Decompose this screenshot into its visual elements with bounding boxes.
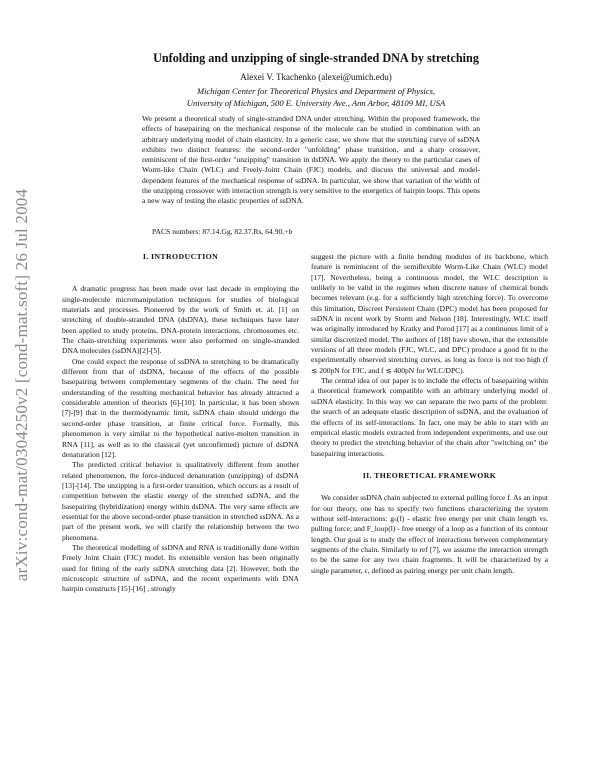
affiliation-line-2: University of Michigan, 500 E. University Ave., Ann Arbor, 48109 MI, USA [186, 98, 446, 108]
paragraph: A dramatic progress has been made over last decade in employing the single-molecule micromanipulation techniques for studies of biological materials and processes. Pioneered by the work of Smith et. al. [1] on stretching of double-stranded DNA (dsDNA), these techniques have later been applied to study proteins, DNA-protein interactions, chromosomes etc. The chain-stretching experiments were also performed on single-stranded DNA molecules (ssDNA)[2]-[5]. [62, 284, 299, 356]
abstract: We present a theoretical study of single-stranded DNA under stretching. Within the proposed framework, the effects of basepairing on the mechanical response of the molecule can be studied in combination with an arbitrary underlying model of chain elasticity. In a generic case, we show that the stretching curve of ssDNA exhibits two distinct features: the second-order "unfolding" phase transition, and a sharp crossover, reminiscent of the first-order "unzipping" transition in dsDNA. We apply the theory to the particular cases of Worm-like Chain (WLC) and Freely-Joint Chain (FJC) models, and discuss the universal and model-dependent features of the mechanical response of ssDNA. In particular, we show that variation of the width of the unzipping crossover with interaction strength is very sensitive to the energetics of hairpin loops. This opens a new way of testing the elastic properties of ssDNA. [142, 114, 480, 206]
paragraph: suggest the picture with a finite bending modulus of its backbone, which feature is reminiscent of the semiflexible Worm-Like Chain (WLC) model [17]. Nevertheless, being a continuous model, the WLC description is unlikely to be valid in the regimes when discrete nature of chemical bonds becomes relevant (e.g. for a sufficiently high stretching force). To overcome this limitation, Discreet Persistent Chain (DPC) model has been proposed for ssDNA in recent work by Storm and Nelson [18]. Interestingly, WLC itself was originally introduced by Kratky and Porod [17] as a continuous limit of a similar discretized model. The authors of [18] have shown, that the extensible versions of all three models (FJC, WLC, and DPC) produce a good fit to the experimentally observed stretching curves, as long as force is not too high (f ≲ 200pN for FJC, and f ≲ 400pN for WLC/DPC). [311, 252, 548, 375]
right-column [311, 252, 548, 576]
arxiv-identifier: arXiv:cond-mat/0304250v2 [cond-mat.soft] 26 Jul 2004 [12, 188, 31, 582]
affiliation-line-1: Michigan Center for Theoretical Physics and Department of Physics, [196, 86, 436, 96]
arxiv-sidebar-stamp [2, 150, 42, 620]
paper-title: Unfolding and unzipping of single-stranded DNA by stretching [153, 51, 479, 65]
paragraph: The theoretical modelling of ssDNA and RNA is traditionally done within Freely Joint Chain (FJC) model. Its extensible version has been originally used for fitting of the early ssDNA stretching data [2]. However, both the microscopic structure of ssDNA, and the recent experiments with DNA hairpin constructs [15]-[16] , strongly [62, 542, 299, 594]
paragraph: We consider ssDNA chain subjected to external pulling force f. As an input for our theory, one has to specify two functions characterizing the system without self-interactions: gₛ(f) - elastic free energy per unit chain length vs. pulling force; and F_loop(l) - free energy of a loop as a function of its contour length. Our goal is to study the effect of interactions between complementary segments of the chain. Similarly to ref [7], we assume the interaction strength to be the same for any two chain fragments. It will be characterized by a single parameter, ε, defined as pairing energy per unit chain length. [311, 493, 548, 575]
section-heading-theoretical-framework: II. THEORETICAL FRAMEWORK [362, 470, 497, 480]
paragraph: One could expect the response of ssDNA to stretching to be dramatically different from that of dsDNA, because of the effects of the possible basepairing between complementary segments of the chain. The need for understanding of the resulting mechanical behavior has already attracted a considerable attention of theorists [6]-[10]. In particular, it has been shown [7]-[9] that in the thermodynamic limit, ssDNA chain should undergo the second-order phase transition, at finite critical force. Formally, this phenomenon is very similar to the hypothetical native-molten transition in RNA [11], as well as to the classical (yet unconfirmed) picture of dsDNA denaturation [12]. [62, 356, 299, 459]
paragraph: The predicted critical behavior is qualitatively different from another related phenomenon, the force-induced denaturation (unzipping) of dsDNA [13]-[14]. The unzipping is a first-order transition, which occurs as a result of competition between the elastic energy of the stretched ssDNA, and the basepairing (hybridization) energy within dsDNA. The very same effects are essential for the above second-order phase transition in stretched ssDNA. As a part of the present work, we will clarify the relationship between the two phenomena. [62, 460, 299, 542]
section-heading-introduction: I. INTRODUCTION [142, 252, 219, 261]
author-line: Alexei V. Tkachenko (alexei@umich.edu) [240, 72, 392, 82]
pacs-numbers: PACS numbers: 87.14.Gg, 82.37.Rs, 64.90.+b [152, 227, 293, 236]
left-column [62, 252, 299, 595]
paragraph: The central idea of our paper is to include the effects of basepairing within a theoretical framework compatible with an arbitrary underlying model of ssDNA elasticity. In this way we can separate the two parts of the problem: the search of an adequate elastic description of ssDNA, and the evaluation of the effects of its self-interactions. In fact, one may be able to start with an empirical elastic models extracted from independent experiments, and use our theory to predict the stretching behavior of the chain after "switching on" the basepairing interactions. [311, 376, 548, 458]
